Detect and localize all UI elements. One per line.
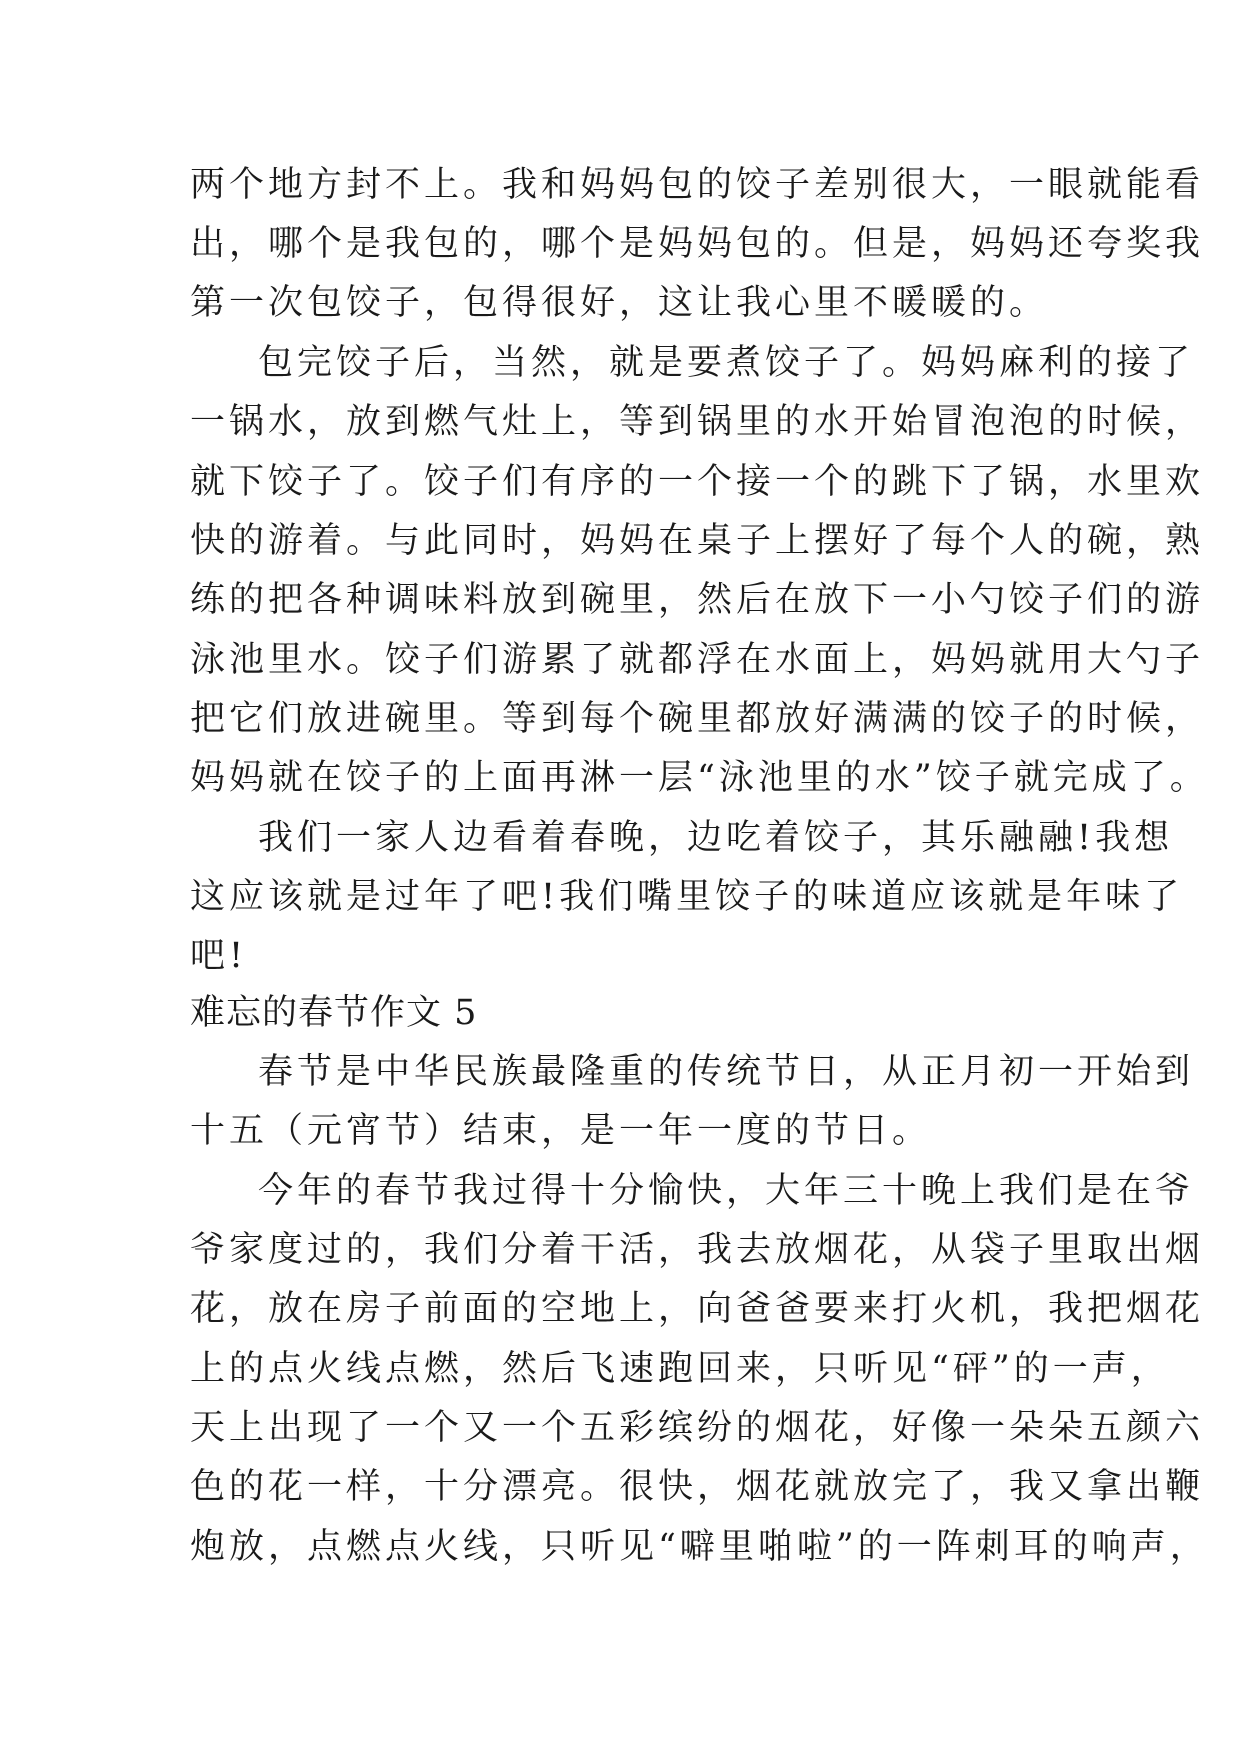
text-line: 上的点火线点燃，然后飞速跑回来，只听见“砰”的一声， bbox=[190, 1349, 1170, 1389]
text-line: 炮放，点燃点火线，只听见“噼里啪啦”的一阵刺耳的响声， bbox=[190, 1527, 1209, 1567]
text-line: 就下饺子了。饺子们有序的一个接一个的跳下了锅，水里欢 bbox=[190, 462, 1205, 502]
paragraph-first-line: 今年的春节我过得十分愉快，大年三十晚上我们是在爷 bbox=[258, 1171, 1195, 1211]
text-line: 练的把各种调味料放到碗里，然后在放下一小勺饺子们的游 bbox=[190, 580, 1205, 620]
text-line: 出，哪个是我包的，哪个是妈妈包的。但是，妈妈还夸奖我 bbox=[190, 224, 1205, 264]
text-line: 色的花一样，十分漂亮。很快，烟花就放完了，我又拿出鞭 bbox=[190, 1467, 1205, 1507]
text-line: 两个地方封不上。我和妈妈包的饺子差别很大，一眼就能看 bbox=[190, 165, 1205, 205]
text-line: 一锅水，放到燃气灶上，等到锅里的水开始冒泡泡的时候， bbox=[190, 402, 1205, 442]
text-line: 花，放在房子前面的空地上，向爸爸要来打火机，我把烟花 bbox=[190, 1289, 1205, 1329]
text-line: 爷家度过的，我们分着干活，我去放烟花，从袋子里取出烟 bbox=[190, 1230, 1205, 1270]
paragraph-first-line: 包完饺子后，当然，就是要煮饺子了。妈妈麻利的接了 bbox=[258, 343, 1195, 383]
text-line: 天上出现了一个又一个五彩缤纷的烟花，好像一朵朵五颜六 bbox=[190, 1408, 1205, 1448]
text-line: 十五（元宵节）结束，是一年一度的节日。 bbox=[190, 1111, 932, 1151]
text-line: 把它们放进碗里。等到每个碗里都放好满满的饺子的时候， bbox=[190, 699, 1205, 739]
text-line: 妈妈就在饺子的上面再淋一层“泳池里的水”饺子就完成了。 bbox=[190, 758, 1209, 798]
paragraph-first-line: 春节是中华民族最隆重的传统节日，从正月初一开始到 bbox=[258, 1052, 1195, 1092]
text-line: 快的游着。与此同时，妈妈在桌子上摆好了每个人的碗，熟 bbox=[190, 521, 1205, 561]
text-line: 泳池里水。饺子们游累了就都浮在水面上，妈妈就用大勺子 bbox=[190, 640, 1205, 680]
section-heading: 难忘的春节作文 5 bbox=[190, 993, 478, 1033]
text-line: 第一次包饺子，包得很好，这让我心里不暖暖的。 bbox=[190, 283, 1049, 323]
text-line: 吧! bbox=[190, 936, 248, 976]
paragraph-first-line: 我们一家人边看着春晚，边吃着饺子，其乐融融!我想 bbox=[258, 818, 1174, 858]
text-line: 这应该就是过年了吧!我们嘴里饺子的味道应该就是年味了 bbox=[190, 877, 1184, 917]
